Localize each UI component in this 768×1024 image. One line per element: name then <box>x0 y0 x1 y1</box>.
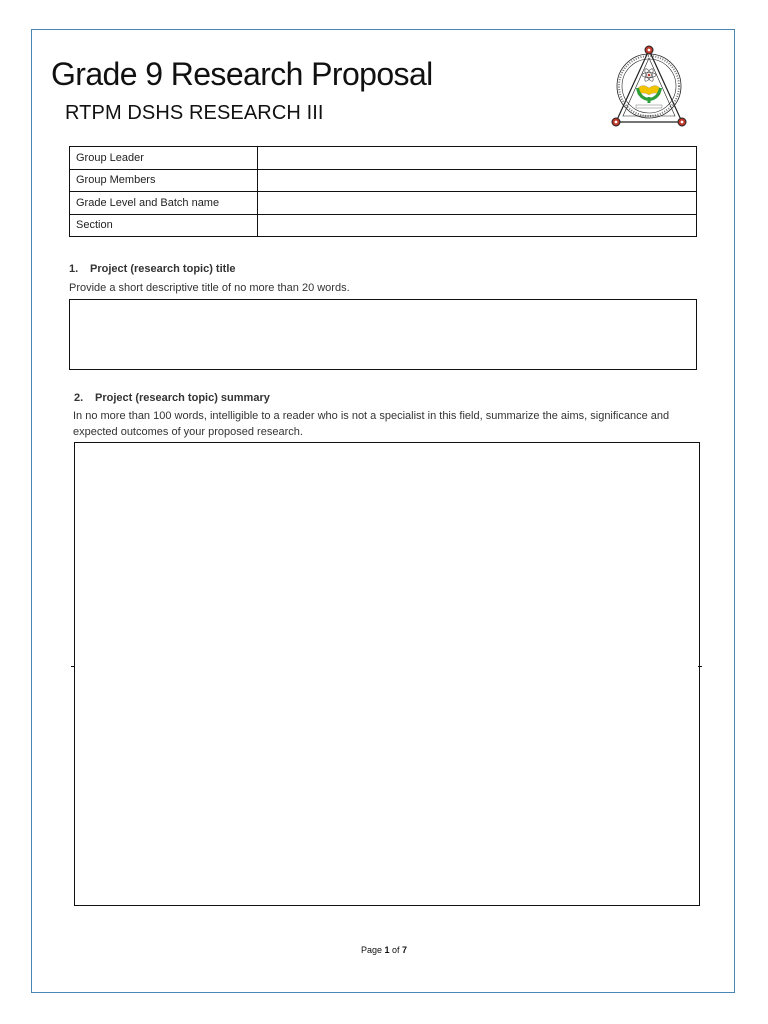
grade-level-batch-field[interactable] <box>258 192 697 215</box>
section-2-heading <box>74 392 270 404</box>
page-of: of <box>392 945 400 955</box>
section-1-description: Provide a short descriptive title of no more than 20 words. <box>69 282 350 294</box>
group-members-label: Group Members <box>70 169 258 192</box>
group-leader-label: Group Leader <box>70 147 258 170</box>
section-1-number: 1. <box>69 263 79 275</box>
group-members-field[interactable] <box>258 169 697 192</box>
page-number <box>0 945 768 955</box>
project-summary-field[interactable] <box>74 442 700 906</box>
left-margin-tick <box>71 666 75 667</box>
table-row <box>70 147 697 170</box>
table-row <box>70 214 697 237</box>
page-title: Grade 9 Research Proposal <box>51 56 433 92</box>
school-seal-logo <box>606 42 692 130</box>
page-current: 1 <box>384 945 390 955</box>
right-margin-tick <box>698 666 702 667</box>
section-1-heading-text: Project (research topic) title <box>90 263 236 275</box>
section-2-heading-text: Project (research topic) summary <box>95 392 270 404</box>
grade-level-batch-label: Grade Level and Batch name <box>70 192 258 215</box>
section-field[interactable] <box>258 214 697 237</box>
section-label: Section <box>70 214 258 237</box>
page-label: Page <box>360 945 382 955</box>
section-2-description: In no more than 100 words, intelligible to a reader who is not a specialist in this field, summarize the aims, significance and expected outcomes of your proposed research. <box>73 410 670 438</box>
section-1-heading <box>69 263 236 275</box>
table-row <box>70 192 697 215</box>
group-info-table <box>69 146 697 237</box>
section-2-number: 2. <box>74 392 84 404</box>
page-subtitle: RTPM DSHS RESEARCH III <box>65 102 324 124</box>
page-total: 7 <box>402 945 408 955</box>
group-leader-field[interactable] <box>258 147 697 170</box>
table-row <box>70 169 697 192</box>
project-title-field[interactable] <box>69 299 697 370</box>
